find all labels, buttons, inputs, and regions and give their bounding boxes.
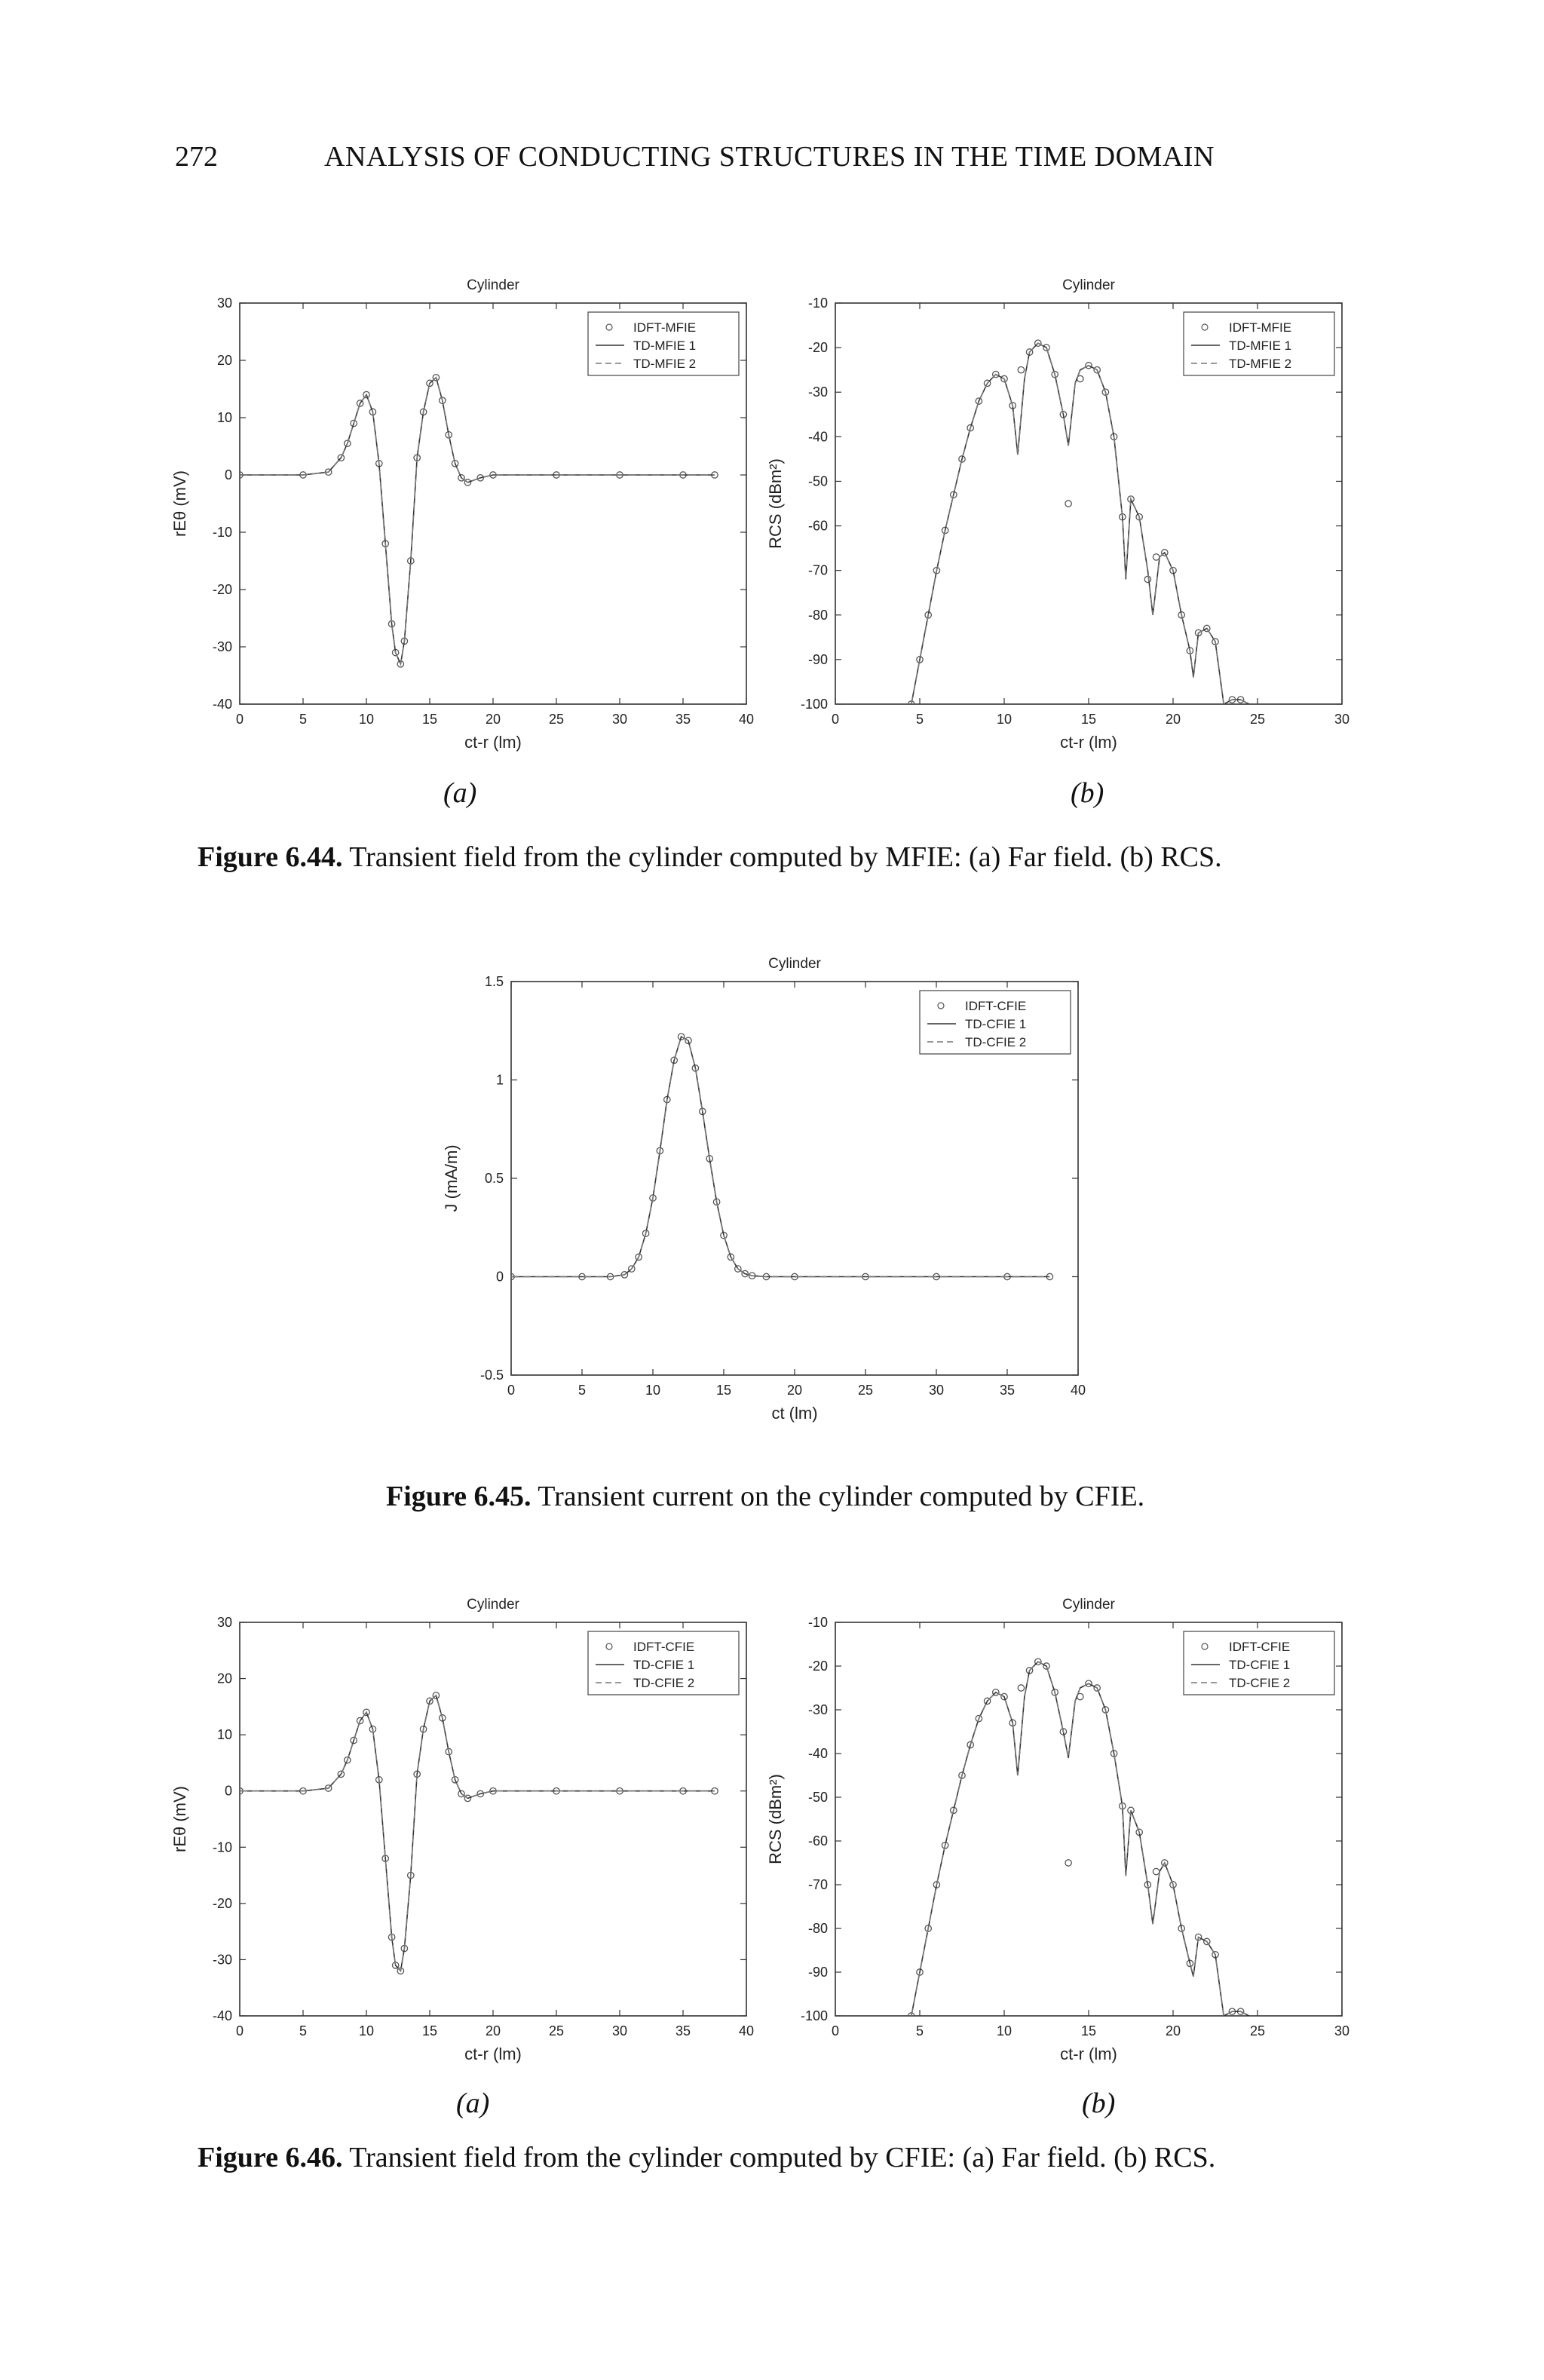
- x-tick-label: 5: [299, 712, 308, 727]
- figure-6-44b-plot: [746, 256, 1365, 776]
- y-tick-label: -40: [212, 697, 232, 712]
- series-line: [240, 1695, 715, 1971]
- legend-label: TD-CFIE 1: [1229, 1658, 1291, 1672]
- y-tick-label: 0.5: [484, 1171, 504, 1186]
- y-tick-label: -20: [807, 340, 828, 356]
- y-tick-label: -80: [807, 607, 828, 623]
- y-tick-label: -70: [807, 562, 828, 578]
- chart-title: Cylinder: [467, 277, 519, 293]
- y-tick-label: -60: [807, 518, 828, 534]
- legend-label: TD-CFIE 2: [965, 1035, 1027, 1049]
- x-tick-label: 5: [915, 2023, 924, 2038]
- y-axis-label: J (mA/m): [442, 1144, 461, 1212]
- plot-area: [237, 375, 718, 667]
- x-tick-label: 25: [1249, 2023, 1266, 2038]
- legend-label: TD-CFIE 2: [633, 1676, 695, 1690]
- x-tick-label: 10: [996, 712, 1012, 727]
- chart-svg: [151, 256, 769, 776]
- y-axis-label: RCS (dBm²): [766, 1774, 785, 1864]
- y-tick-label: 10: [216, 410, 232, 425]
- y-tick-label: -80: [807, 1921, 828, 1936]
- legend-label: IDFT-MFIE: [633, 320, 697, 335]
- figure-6-44-caption: [198, 841, 1222, 874]
- x-tick-label: 35: [675, 2023, 691, 2038]
- y-tick-label: -10: [212, 1839, 232, 1855]
- x-tick-label: 10: [645, 1383, 661, 1398]
- y-tick-label: -20: [212, 1895, 232, 1911]
- y-tick-label: -0.5: [479, 1368, 504, 1383]
- legend-label: TD-MFIE 1: [1229, 338, 1292, 353]
- legend-label: TD-MFIE 1: [633, 338, 697, 353]
- x-tick-label: 0: [235, 2023, 244, 2038]
- caption-text: Transient current on the cylinder computed by CFIE.: [531, 1481, 1145, 1512]
- chart-svg: [746, 1576, 1365, 2088]
- x-tick-label: 0: [831, 2023, 840, 2038]
- legend-label: TD-CFIE 2: [1229, 1676, 1291, 1690]
- x-tick-label: 20: [485, 2023, 501, 2038]
- y-tick-label: -50: [807, 473, 828, 489]
- series-line: [911, 343, 1249, 704]
- y-tick-label: -90: [807, 1965, 828, 1980]
- x-tick-label: 0: [235, 712, 244, 727]
- legend-label: IDFT-CFIE: [1229, 1640, 1291, 1654]
- figure-6-46b-label: (b): [1082, 2087, 1116, 2119]
- chart-title: Cylinder: [1062, 1597, 1115, 1613]
- x-tick-label: 5: [299, 2023, 308, 2038]
- x-tick-label: 25: [548, 712, 565, 727]
- y-tick-label: -60: [807, 1833, 828, 1849]
- plot-area: [237, 1692, 718, 1974]
- x-tick-label: 40: [1070, 1383, 1086, 1398]
- caption-label: Figure 6.44.: [198, 841, 343, 873]
- plot-area: [908, 340, 1249, 707]
- chart-title: Cylinder: [467, 1597, 519, 1613]
- legend-label: TD-MFIE 2: [633, 357, 697, 371]
- y-tick-label: 0: [224, 467, 232, 482]
- x-tick-label: 25: [1249, 712, 1266, 727]
- x-tick-label: 10: [358, 712, 375, 727]
- x-tick-label: 15: [715, 1383, 732, 1398]
- data-point: [1018, 1685, 1024, 1691]
- series-line: [240, 378, 715, 664]
- y-tick-label: -40: [807, 1746, 828, 1761]
- x-tick-label: 20: [1165, 2023, 1181, 2038]
- figure-6-46a-plot: [151, 1576, 769, 2088]
- y-tick-label: -20: [807, 1659, 828, 1674]
- plot-area: [908, 1659, 1249, 2019]
- y-tick-label: 0: [224, 1783, 232, 1799]
- series-line: [911, 1662, 1249, 2016]
- y-tick-label: -50: [807, 1790, 828, 1805]
- y-tick-label: 20: [216, 353, 232, 368]
- chart-svg: [422, 935, 1101, 1447]
- y-tick-label: 1.5: [484, 974, 504, 989]
- x-tick-label: 5: [577, 1383, 587, 1398]
- x-tick-label: 0: [507, 1383, 516, 1398]
- figure-6-44b-label: (b): [1071, 777, 1104, 809]
- page-header: [175, 140, 1366, 185]
- y-tick-label: 20: [216, 1671, 232, 1686]
- y-tick-label: -90: [807, 651, 828, 667]
- x-tick-label: 5: [915, 712, 924, 727]
- legend-label: TD-MFIE 2: [1229, 357, 1292, 371]
- x-tick-label: 30: [928, 1383, 945, 1398]
- y-tick-label: -10: [807, 296, 828, 311]
- chart-title: Cylinder: [768, 956, 821, 972]
- series-line: [511, 1037, 1049, 1276]
- data-point: [1153, 554, 1159, 560]
- series-line: [240, 1695, 715, 1971]
- legend-label: IDFT-MFIE: [1229, 320, 1292, 335]
- x-tick-label: 15: [421, 712, 438, 727]
- legend-label: TD-CFIE 1: [633, 1658, 695, 1672]
- x-tick-label: 35: [999, 1383, 1016, 1398]
- legend-label: IDFT-CFIE: [965, 999, 1027, 1013]
- chart-title: Cylinder: [1062, 277, 1115, 293]
- x-tick-label: 20: [786, 1383, 803, 1398]
- chart-svg: [746, 256, 1365, 776]
- x-tick-label: 30: [1334, 712, 1350, 727]
- x-tick-label: 25: [548, 2023, 565, 2038]
- figure-6-44a-label: (a): [443, 777, 477, 809]
- series-line: [911, 1662, 1249, 2016]
- y-tick-label: -40: [212, 2008, 232, 2023]
- y-tick-label: -20: [212, 582, 232, 597]
- x-tick-label: 40: [738, 2023, 755, 2038]
- figure-6-45-plot: [422, 935, 1101, 1447]
- x-tick-label: 35: [675, 712, 691, 727]
- x-axis-label: ct-r (lm): [1060, 733, 1117, 752]
- x-tick-label: 20: [485, 712, 501, 727]
- y-tick-label: 0: [495, 1269, 504, 1285]
- y-axis-label: rEθ (mV): [170, 1786, 189, 1852]
- caption-label: Figure 6.45.: [386, 1481, 532, 1512]
- caption-label: Figure 6.46.: [198, 2142, 343, 2173]
- x-axis-label: ct-r (lm): [464, 733, 522, 752]
- x-tick-label: 15: [1080, 2023, 1097, 2038]
- y-tick-label: -30: [212, 1952, 232, 1968]
- caption-text: Transient field from the cylinder computed by MFIE: (a) Far field. (b) RCS.: [342, 841, 1222, 873]
- y-tick-label: 30: [216, 1615, 232, 1630]
- x-tick-label: 40: [738, 712, 755, 727]
- x-tick-label: 10: [996, 2023, 1012, 2038]
- x-tick-label: 30: [611, 712, 628, 727]
- data-point: [1065, 1860, 1071, 1866]
- data-point: [1018, 366, 1024, 372]
- y-tick-label: 10: [216, 1727, 232, 1743]
- x-tick-label: 10: [358, 2023, 375, 2038]
- running-title: ANALYSIS OF CONDUCTING STRUCTURES IN THE TIME DOMAIN: [324, 141, 1215, 173]
- y-tick-label: -30: [212, 639, 232, 654]
- y-axis-label: RCS (dBm²): [766, 458, 785, 549]
- data-point: [1153, 1868, 1159, 1874]
- y-tick-label: -10: [807, 1615, 828, 1630]
- y-tick-label: -40: [807, 429, 828, 445]
- series-line: [511, 1037, 1049, 1276]
- x-tick-label: 20: [1165, 712, 1181, 727]
- figure-6-46b-plot: [746, 1576, 1365, 2088]
- y-tick-label: -70: [807, 1877, 828, 1892]
- series-line: [911, 343, 1249, 704]
- x-tick-label: 15: [1080, 712, 1097, 727]
- y-tick-label: -100: [800, 697, 828, 712]
- y-axis-label: rEθ (mV): [170, 470, 189, 537]
- x-axis-label: ct-r (lm): [464, 2045, 522, 2063]
- x-tick-label: 0: [831, 712, 840, 727]
- series-line: [240, 378, 715, 664]
- x-tick-label: 15: [421, 2023, 438, 2038]
- plot-area: [508, 1034, 1053, 1280]
- data-point: [1065, 501, 1071, 507]
- x-tick-label: 30: [611, 2023, 628, 2038]
- y-tick-label: 30: [216, 296, 232, 311]
- y-tick-label: -10: [212, 525, 232, 540]
- chart-svg: [151, 1576, 769, 2088]
- legend-label: IDFT-CFIE: [633, 1640, 695, 1654]
- data-point: [1144, 576, 1150, 582]
- legend-label: TD-CFIE 1: [965, 1017, 1027, 1031]
- y-tick-label: 1: [495, 1072, 504, 1088]
- y-tick-label: -30: [807, 1702, 828, 1717]
- figure-6-44a-plot: [151, 256, 769, 776]
- figure-6-45-caption: [386, 1480, 1144, 1513]
- figure-6-46-caption: [198, 2141, 1215, 2174]
- caption-text: Transient field from the cylinder computed by CFIE: (a) Far field. (b) RCS.: [342, 2142, 1216, 2173]
- y-tick-label: -100: [800, 2008, 828, 2023]
- x-tick-label: 30: [1334, 2023, 1350, 2038]
- page-number: 272: [175, 141, 218, 173]
- y-tick-label: -30: [807, 384, 828, 400]
- x-axis-label: ct-r (lm): [1060, 2045, 1117, 2063]
- x-axis-label: ct (lm): [771, 1404, 818, 1423]
- x-tick-label: 25: [857, 1383, 874, 1398]
- figure-6-46a-label: (a): [456, 2087, 490, 2119]
